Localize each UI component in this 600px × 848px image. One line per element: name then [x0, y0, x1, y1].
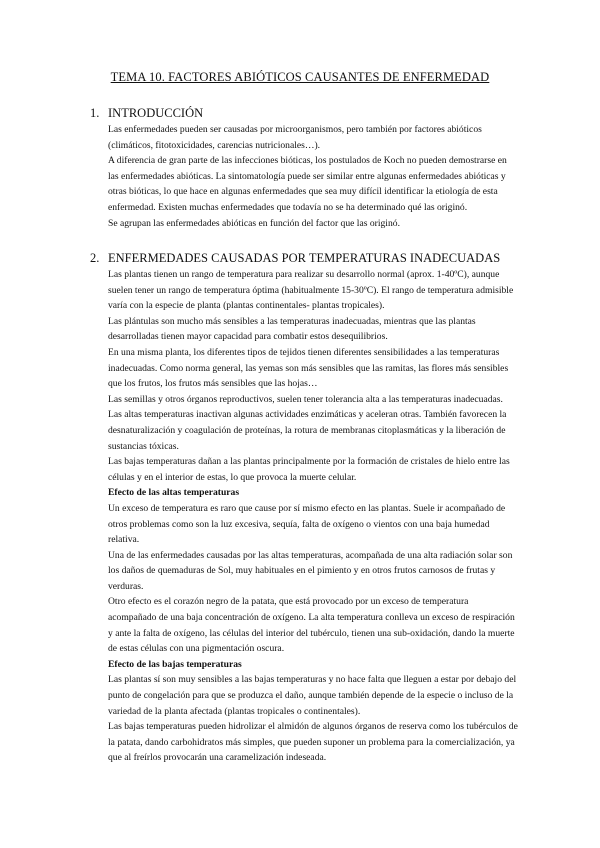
- paragraph: A diferencia de gran parte de las infecciones bióticas, los postulados de Koch no pueden demostrarse en las enfermedades abióticas. La sintomatología puede ser similar entre algunas enfermedades abióticas y otras bióticas, lo que hace en algunas enfermedades que sea muy difícil identificar la etiología de esta enfermedad. Existen muchas enfermedades que todavía no se ha determinado qué las originó.: [108, 155, 507, 213]
- subsection-heading-low-temperatures: Efecto de las bajas temperaturas: [108, 658, 242, 670]
- section-1-title: INTRODUCCIÓN: [108, 106, 204, 120]
- paragraph: Se agrupan las enfermedades abióticas en función del factor que las originó.: [108, 217, 400, 229]
- paragraph: Un exceso de temperatura es raro que cause por sí mismo efecto en las plantas. Suele ir acompañado de otros problemas como son la luz excesiva, sequía, falta de oxígeno o vientos con una baja humedad relativa.: [108, 502, 506, 546]
- paragraph: Las plántulas son mucho más sensibles a las temperaturas inadecuadas, mientras que las plantas desarrolladas tienen mayor capacidad para combatir estos desequilibrios.: [108, 315, 476, 343]
- paragraph: Las plantas sí son muy sensibles a las bajas temperaturas y no hace falta que lleguen a estar por debajo del punto de congelación para que se produzca el daño, aunque también depende de la especie o incluso de la variedad de la planta afectada (plantas tropicales o continentales).: [108, 674, 517, 717]
- paragraph: Las enfermedades pueden ser causadas por microorganismos, pero también por factores abióticos (climáticos, fitotoxicidades, carencias nutricionales…).: [108, 124, 482, 151]
- paragraph: Otro efecto es el corazón negro de la patata, que está provocado por un exceso de temperatura acompañado de una baja concentración de oxígeno. La alta temperatura conlleva un exceso de respiración y ante la falta de oxígeno, las células del interior del tubérculo, tienen una sub-oxidación, dando la muerte de estas células con una pigmentación oscura.: [108, 596, 515, 655]
- paragraph: Una de las enfermedades causadas por las altas temperaturas, acompañada de una alta radiación solar son los daños de quemaduras de Sol, muy habituales en el pimiento y en otros frutos carnosos de frutas y verduras.: [108, 549, 513, 592]
- paragraph: Las bajas temperaturas dañan a las plantas principalmente por la formación de cristales de hielo entre las células y en el interior de estas, lo que provoca la muerte celular.: [108, 456, 510, 483]
- section-2-body: [108, 267, 518, 766]
- section-2-heading: [90, 251, 500, 266]
- paragraph: En una misma planta, los diferentes tipos de tejidos tienen diferentes sensibilidades a las temperaturas inadecuadas. Como norma general, las yemas son más sensibles que las ramitas, las flores más sensibles que los frutos, los frutos más sensibles que las hojas…: [108, 346, 509, 390]
- section-1-number: 1.: [90, 106, 100, 120]
- paragraph: Las bajas temperaturas pueden hidrolizar el almidón de algunos órganos de reserva como los tubérculos de la patata, dando carbohidratos más simples, que pueden suponer un problema para la comercialización, ya que al freírlos provocarán una caramelización indeseada.: [108, 721, 518, 764]
- section-2-number: 2.: [90, 251, 100, 265]
- document-title: TEMA 10. FACTORES ABIÓTICOS CAUSANTES DE ENFERMEDAD: [110, 70, 490, 84]
- section-1-heading: [90, 106, 203, 121]
- section-2-title: ENFERMEDADES CAUSADAS POR TEMPERATURAS INADECUADAS: [108, 251, 501, 265]
- paragraph: Las semillas y otros órganos reproductivos, suelen tener tolerancia alta a las temperaturas inadecuadas.: [108, 393, 503, 405]
- paragraph: Las plantas tienen un rango de temperatura para realizar su desarrollo normal (aprox. 1-40ºC), aunque suelen tener un rango de temperatura óptima (habitualmente 15-30ºC). El rango de temperatura admisible varía con la especie de planta (plantas continentales- plantas tropicales).: [108, 269, 514, 312]
- section-1-body: [108, 122, 518, 231]
- subsection-heading-high-temperatures: Efecto de las altas temperaturas: [108, 487, 240, 499]
- paragraph: Las altas temperaturas inactivan algunas actividades enzimáticas y aceleran otras. También favorecen la desnaturalización y coagulación de proteínas, la rotura de membranas citoplasmáticas y la liberación de sustancias tóxicas.: [108, 409, 507, 452]
